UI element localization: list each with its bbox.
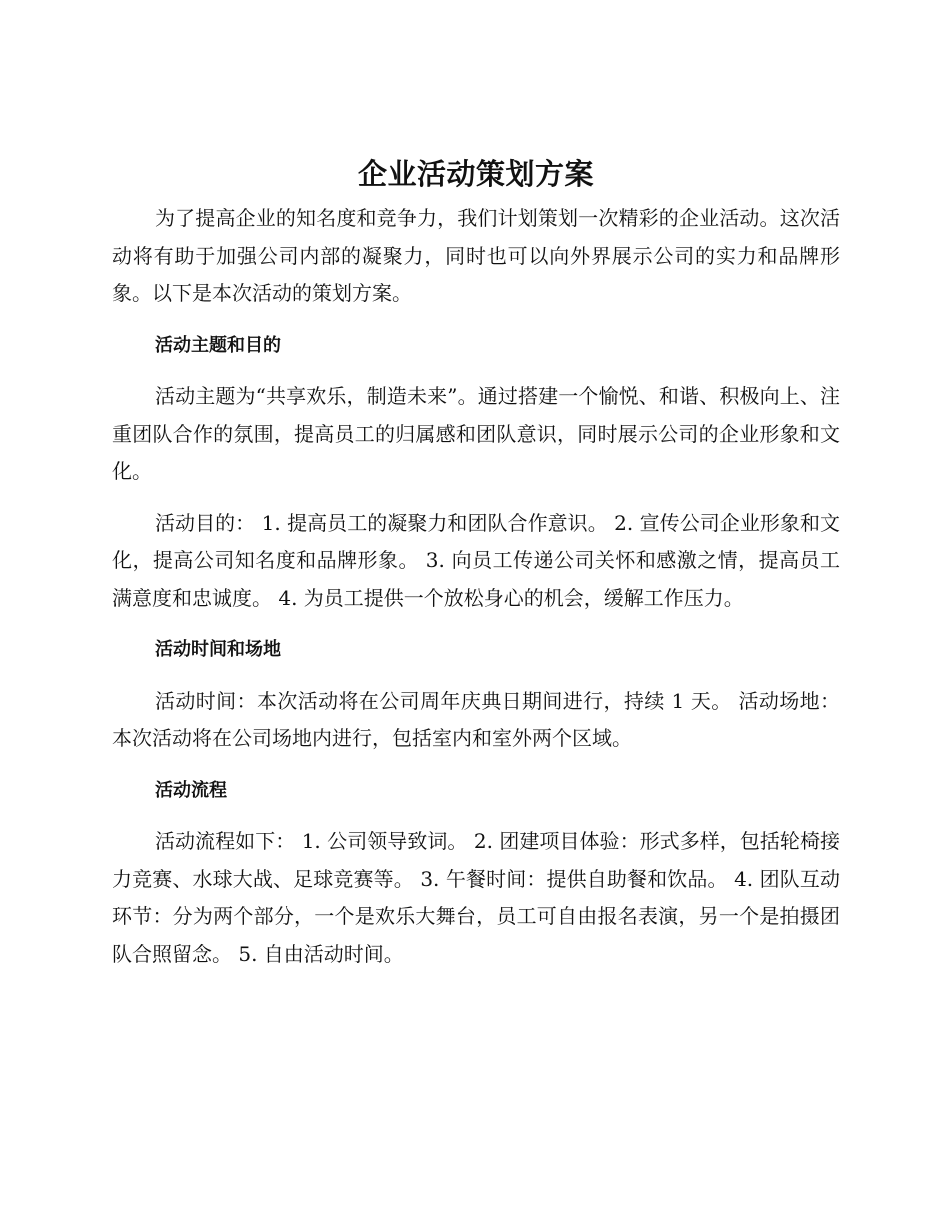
spacer <box>112 617 840 631</box>
spacer <box>112 313 840 327</box>
spacer <box>112 809 840 823</box>
spacer <box>112 364 840 378</box>
section-heading-theme: 活动主题和目的 <box>155 334 281 356</box>
intro-paragraph: 为了提高企业的知名度和竞争力，我们计划策划一次精彩的企业活动。这次活动将有助于加强公司内部的凝聚力，同时也可以向外界展示公司的实力和品牌形象。以下是本次活动的策划方案。 <box>112 206 840 305</box>
document-page <box>112 148 840 973</box>
section-heading-time-venue: 活动时间和场地 <box>155 639 281 660</box>
theme-paragraph: 活动主题为“共享欢乐，制造未来”。通过搭建一个愉悦、和谐、积极向上、注重团队合作的氛围，提高员工的归属感和团队意识，同时展示公司的企业形象和文化。 <box>112 384 840 483</box>
spacer <box>112 669 840 683</box>
spacer <box>112 758 840 772</box>
purpose-paragraph: 活动目的： 1. 提高员工的凝聚力和团队合作意识。 2. 宣传公司企业形象和文化，提高公司知名度和品牌形象。 3. 向员工传递公司关怀和感激之情，提高员工满意度和忠诚度。 4. 为员工提供一个放松身心的机会，缓解工作压力。 <box>112 510 840 610</box>
document-title: 企业活动策划方案 <box>357 157 594 191</box>
section-heading-process: 活动流程 <box>155 779 227 801</box>
process-paragraph: 活动流程如下： 1. 公司领导致词。 2. 团建项目体验：形式多样，包括轮椅接力竞赛、水球大战、足球竞赛等。 3. 午餐时间：提供自助餐和饮品。 4. 团队互动环节：分为两个部分，一个是欢乐大舞台，员工可自由报名表演，另一个是拍摄团队合照留念。 5. 自由活动时间。 <box>112 829 840 966</box>
time-venue-paragraph: 活动时间：本次活动将在公司周年庆典日期间进行，持续 1 天。 活动场地：本次活动将在公司场地内进行，包括室内和室外两个区域。 <box>112 688 840 750</box>
spacer <box>112 491 840 505</box>
